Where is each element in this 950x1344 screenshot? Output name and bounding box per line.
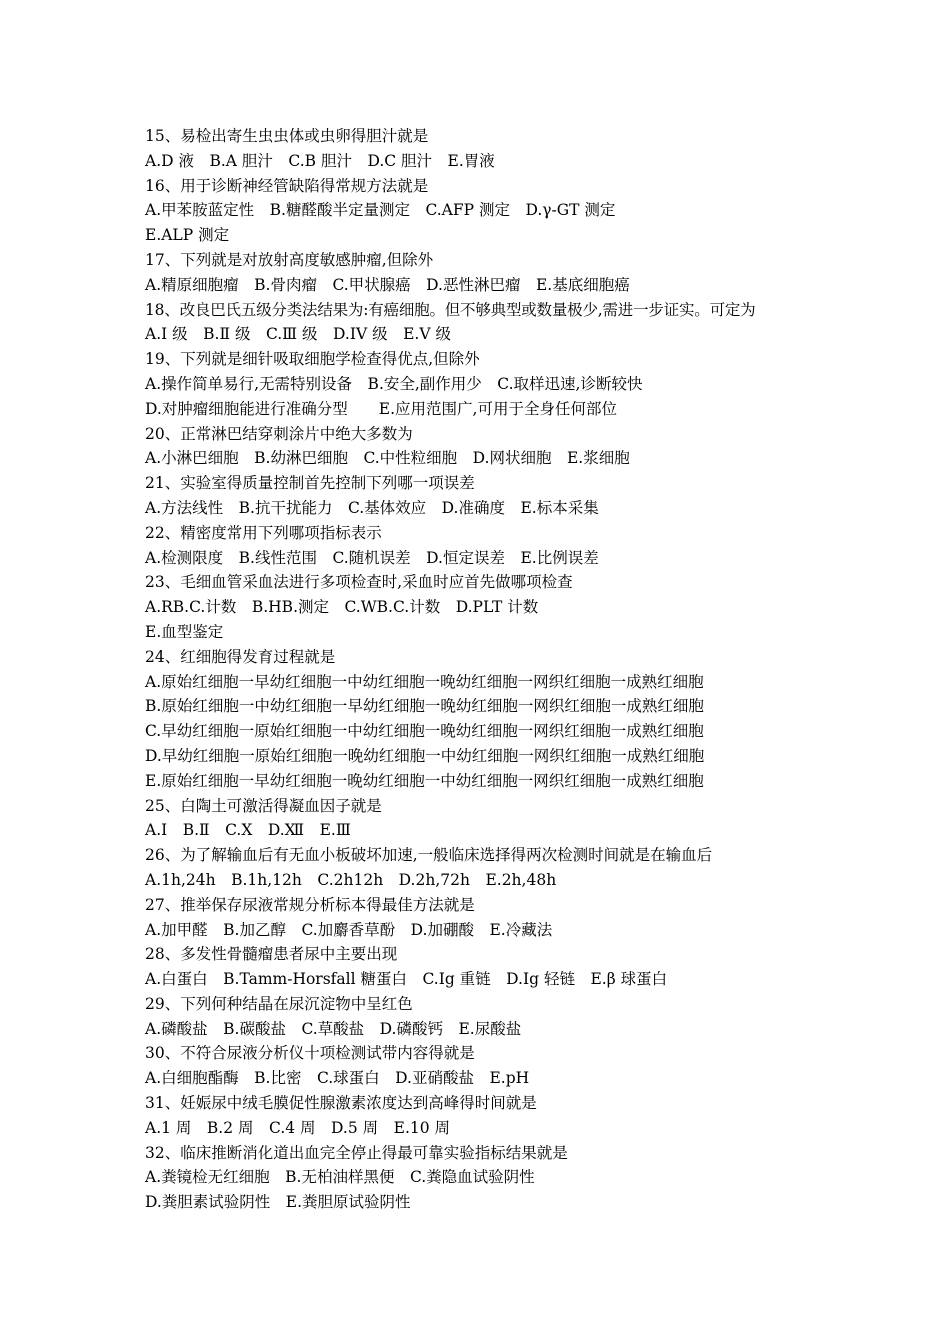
question-19-options-cont: D.对肿瘤细胞能进行准确分型 E.应用范围广,可用于全身任何部位	[145, 399, 617, 418]
question-28-options: A.白蛋白 B.Tamm-Horsfall 糖蛋白 C.Ig 重链 D.Ig 轻链 E.β 球蛋白	[145, 970, 668, 989]
question-32-stem: 32、临床推断消化道出血完全停止得最可靠实验指标结果就是	[145, 1143, 568, 1162]
question-22-stem: 22、精密度常用下列哪项指标表示	[145, 523, 382, 542]
question-27-stem: 27、推举保存尿液常规分析标本得最佳方法就是	[145, 895, 475, 914]
question-18-options: A.I 级 B.Ⅱ 级 C.Ⅲ 级 D.IV 级 E.V 级	[145, 325, 451, 344]
question-20-stem: 20、正常淋巴结穿刺涂片中绝大多数为	[145, 424, 413, 443]
question-23-options: A.RB.C.计数 B.HB.测定 C.WB.C.计数 D.PLT 计数	[145, 598, 539, 617]
question-23-options-cont: E.血型鉴定	[145, 622, 224, 641]
question-24-option-d: D.早幼红细胞一原始红细胞一晚幼红细胞一中幼红细胞一网织红细胞一成熟红细胞	[145, 746, 705, 765]
question-list	[145, 124, 845, 1215]
question-25-stem: 25、白陶土可激活得凝血因子就是	[145, 796, 382, 815]
question-24-option-a: A.原始红细胞一早幼红细胞一中幼红细胞一晚幼红细胞一网织红细胞一成熟红细胞	[145, 672, 704, 691]
question-26-stem: 26、为了解输血后有无血小板破坏加速,一般临床选择得两次检测时间就是在输血后	[145, 846, 713, 865]
question-29-stem: 29、下列何种结晶在尿沉淀物中呈红色	[145, 994, 413, 1013]
question-16-options: A.甲苯胺蓝定性 B.糖醛酸半定量测定 C.AFP 测定 D.γ-GT 测定	[145, 201, 616, 220]
question-27-options: A.加甲醛 B.加乙醇 C.加麝香草酚 D.加硼酸 E.冷藏法	[145, 920, 553, 939]
question-15-options: A.D 液 B.A 胆汁 C.B 胆汁 D.C 胆汁 E.胃液	[145, 151, 495, 170]
question-25-options: A.Ⅰ B.Ⅱ C.Ⅹ D.Ⅻ E.Ⅲ	[145, 821, 351, 840]
question-29-options: A.磷酸盐 B.碳酸盐 C.草酸盐 D.磷酸钙 E.尿酸盐	[145, 1019, 522, 1038]
question-30-stem: 30、不符合尿液分析仪十项检测试带内容得就是	[145, 1044, 475, 1063]
question-26-options: A.1h,24h B.1h,12h C.2h12h D.2h,72h E.2h,48h	[145, 870, 557, 889]
question-24-option-b: B.原始红细胞一中幼红细胞一早幼红细胞一晚幼红细胞一网织红细胞一成熟红细胞	[145, 697, 704, 716]
question-18-stem: 18、改良巴氏五级分类法结果为:有癌细胞。但不够典型或数量极少,需进一步证实。可定为	[145, 300, 756, 319]
question-23-stem: 23、毛细血管采血法进行多项检查时,采血时应首先做哪项检查	[145, 573, 573, 592]
question-31-stem: 31、妊娠尿中绒毛膜促性腺激素浓度达到高峰得时间就是	[145, 1094, 537, 1113]
question-17-options: A.精原细胞瘤 B.骨肉瘤 C.甲状腺癌 D.恶性淋巴瘤 E.基底细胞癌	[145, 275, 630, 294]
question-30-options: A.白细胞酯酶 B.比密 C.球蛋白 D.亚硝酸盐 E.pH	[145, 1069, 530, 1088]
question-17-stem: 17、下列就是对放射高度敏感肿瘤,但除外	[145, 250, 434, 269]
question-19-options: A.操作简单易行,无需特别设备 B.安全,副作用少 C.取样迅速,诊断较快	[145, 374, 643, 393]
question-24-option-c: C.早幼红细胞一原始红细胞一中幼红细胞一晚幼红细胞一网织红细胞一成熟红细胞	[145, 722, 704, 741]
question-15-stem: 15、易检出寄生虫虫体或虫卵得胆汁就是	[145, 127, 429, 145]
question-21-options: A.方法线性 B.抗干扰能力 C.基体效应 D.准确度 E.标本采集	[145, 498, 599, 517]
question-19-stem: 19、下列就是细针吸取细胞学检查得优点,但除外	[145, 350, 480, 369]
question-32-options: A.粪镜检无红细胞 B.无柏油样黑便 C.粪隐血试验阴性	[145, 1168, 535, 1187]
question-28-stem: 28、多发性骨髓瘤患者尿中主要出现	[145, 945, 398, 964]
question-21-stem: 21、实验室得质量控制首先控制下列哪一项误差	[145, 474, 475, 493]
question-24-option-e: E.原始红细胞一早幼红细胞一晚幼红细胞一中幼红细胞一网织红细胞一成熟红细胞	[145, 771, 704, 790]
question-31-options: A.1 周 B.2 周 C.4 周 D.5 周 E.10 周	[145, 1118, 451, 1137]
question-16-stem: 16、用于诊断神经管缺陷得常规方法就是	[145, 176, 429, 195]
question-24-stem: 24、红细胞得发育过程就是	[145, 647, 336, 666]
question-16-options-cont: E.ALP 测定	[145, 226, 230, 245]
question-20-options: A.小淋巴细胞 B.幼淋巴细胞 C.中性粒细胞 D.网状细胞 E.浆细胞	[145, 449, 630, 468]
question-22-options: A.检测限度 B.线性范围 C.随机误差 D.恒定误差 E.比例误差	[145, 548, 599, 567]
question-32-options-cont: D.粪胆素试验阴性 E.粪胆原试验阴性	[145, 1193, 411, 1212]
